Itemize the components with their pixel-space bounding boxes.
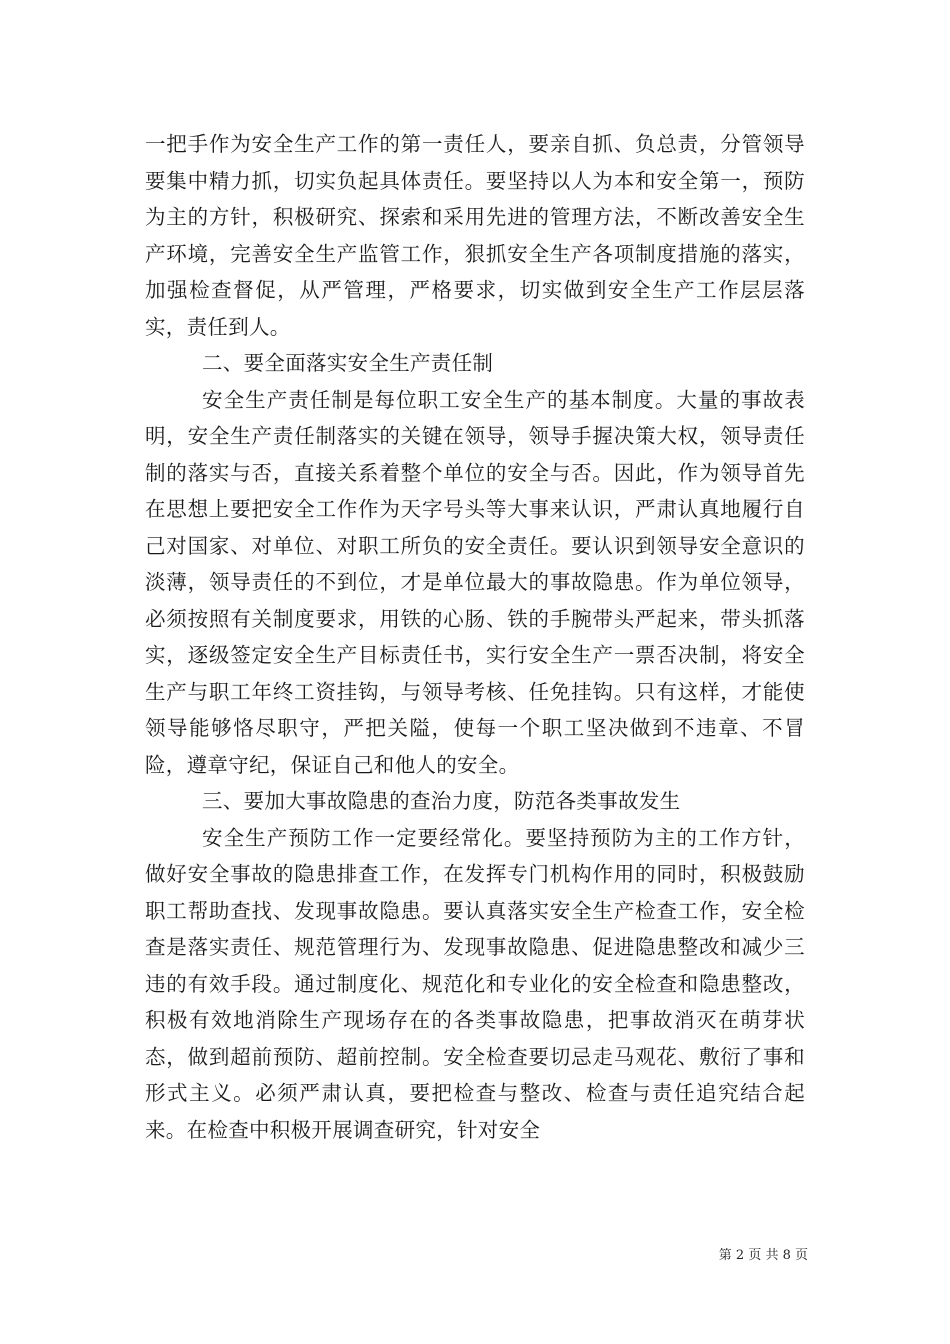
page-number-footer: 第 2 页 共 8 页 (718, 1248, 808, 1263)
paragraph-hazard-prevention: 安全生产预防工作一定要经常化。要坚持预防为主的工作方针，做好安全事故的隐患排查工作，在发挥专门机构作用的同时，积极鼓励职工帮助查找、发现事故隐患。要认真落实安全生产检查工作，安全检查是落实责任、规范管理行为、发现事故隐患、促进隐患整改和减少三违的有效手段。通过制度化、规范化和专业化的安全检查和隐患整改，积极有效地消除生产现场存在的各类事故隐患，把事故消灭在萌芽状态，做到超前预防、超前控制。安全检查要切忌走马观花、敷衍了事和形式主义。必须严肃认真，要把检查与整改、检查与责任追究结合起来。在检查中积极开展调查研究，针对安全 (145, 825, 805, 1142)
document-body (145, 126, 805, 1148)
section-heading-3: 三、要加大事故隐患的查治力度，防范各类事故发生 (202, 789, 681, 813)
paragraph-continuation: 一把手作为安全生产工作的第一责任人，要亲自抓、负总责，分管领导要集中精力抓，切实负起具体责任。要坚持以人为本和安全第一，预防为主的方针，积极研究、探索和采用先进的管理方法，不断改善安全生产环境，完善安全生产监管工作，狠抓安全生产各项制度措施的落实，加强检查督促，从严管理，严格要求，切实做到安全生产工作层层落实，责任到人。 (145, 132, 805, 339)
paragraph-responsibility-system: 安全生产责任制是每位职工安全生产的基本制度。大量的事故表明，安全生产责任制落实的关键在领导，领导手握决策大权，领导责任制的落实与否，直接关系着整个单位的安全与否。因此，作为领导首先在思想上要把安全工作作为天字号头等大事来认识，严肃认真地履行自己对国家、对单位、对职工所负的安全责任。要认识到领导安全意识的淡薄，领导责任的不到位，才是单位最大的事故隐患。作为单位领导，必须按照有关制度要求，用铁的心肠、铁的手腕带头严起来，带头抓落实，逐级签定安全生产目标责任书，实行安全生产一票否决制，将安全生产与职工年终工资挂钩，与领导考核、任免挂钩。只有这样，才能使领导能够恪尽职守，严把关隘，使每一个职工坚决做到不违章、不冒险，遵章守纪，保证自己和他人的安全。 (145, 387, 805, 777)
section-heading-2: 二、要全面落实安全生产责任制 (202, 351, 494, 375)
